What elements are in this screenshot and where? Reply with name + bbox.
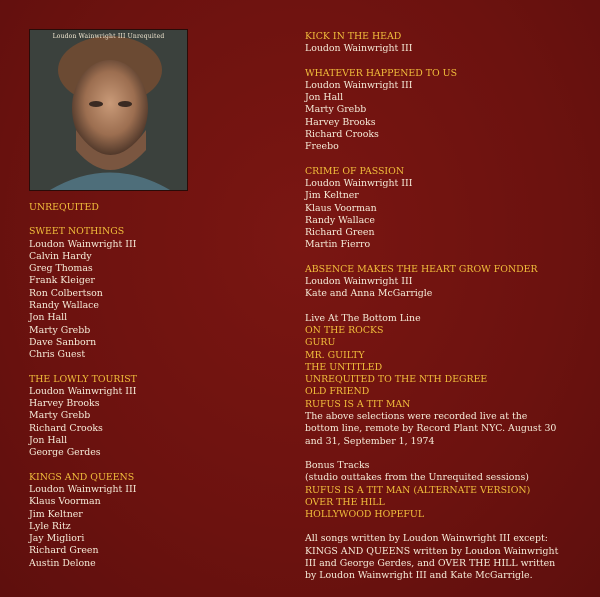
credit-line: Randy Wallace	[305, 214, 375, 226]
credits-note-line: All songs written by Loudon Wainwright III except:	[305, 533, 548, 545]
song-title: THE LOWLY TOURIST	[29, 373, 137, 385]
portrait-image	[30, 30, 187, 190]
credit-line: Marty Grebb	[29, 324, 91, 336]
credits-note-line: by Loudon Wainwright III and Kate McGarrigle.	[305, 570, 533, 582]
credit-line: Randy Wallace	[29, 300, 99, 312]
live-note-line: The above selections were recorded live at the	[305, 411, 528, 423]
song-block	[305, 264, 558, 301]
credit-line: Loudon Wainwright III	[305, 79, 413, 91]
credit-line: Austin Delone	[29, 557, 96, 569]
live-track: MR. GUILTY	[305, 349, 365, 361]
bonus-track: HOLLYWOOD HOPEFUL	[305, 509, 425, 521]
bonus-heading: Bonus Tracks	[305, 459, 370, 471]
credit-line: Lyle Ritz	[29, 520, 71, 532]
credit-line: Martin Fierro	[305, 239, 371, 251]
credit-line: Jon Hall	[29, 435, 68, 447]
right-column	[305, 31, 558, 583]
bonus-subheading: (studio outtakes from the Unrequited sessions)	[305, 472, 529, 484]
cover-caption: Loudon Wainwright III Unrequited	[52, 33, 165, 40]
album-title: UNREQUITED	[29, 202, 99, 213]
bonus-section	[305, 460, 558, 521]
credit-line: Marty Grebb	[29, 410, 91, 422]
live-note-line: bottom line, remote by Record Plant NYC. August 30	[305, 423, 557, 435]
credit-line: Harvey Brooks	[29, 398, 100, 410]
song-block	[29, 374, 137, 460]
credit-line: Loudon Wainwright III	[29, 483, 137, 495]
live-track: ON THE ROCKS	[305, 324, 384, 336]
song-title: SWEET NOTHINGS	[29, 226, 125, 238]
credit-line: Chris Guest	[29, 349, 86, 361]
credit-line: Frank Kleiger	[29, 275, 95, 287]
credit-line: Loudon Wainwright III	[305, 43, 413, 55]
credit-line: Richard Green	[29, 545, 99, 557]
bonus-track: RUFUS IS A TIT MAN (ALTERNATE VERSION)	[305, 484, 531, 496]
live-heading: Live At The Bottom Line	[305, 312, 421, 324]
credit-line: Greg Thomas	[29, 263, 93, 275]
credits-note-line: III and George Gerdes, and OVER THE HILL written	[305, 557, 556, 569]
song-title: WHATEVER HAPPENED TO US	[305, 67, 458, 79]
credit-line: Richard Crooks	[305, 129, 379, 141]
credit-line: Ron Colbertson	[29, 287, 103, 299]
credit-line: Freebo	[305, 141, 339, 153]
credit-line: George Gerdes	[29, 447, 101, 459]
credit-line: Harvey Brooks	[305, 116, 376, 128]
song-block	[29, 472, 137, 570]
live-track: GURU	[305, 337, 336, 349]
live-track: OLD FRIEND	[305, 386, 370, 398]
song-title: KINGS AND QUEENS	[29, 471, 135, 483]
live-track: RUFUS IS A TIT MAN	[305, 398, 411, 410]
credit-line: Jim Keltner	[305, 190, 359, 202]
credit-line: Loudon Wainwright III	[305, 177, 413, 189]
credit-line: Klaus Voorman	[305, 202, 377, 214]
credit-line: Loudon Wainwright III	[29, 385, 137, 397]
left-column	[29, 202, 137, 570]
live-track: THE UNTITLED	[305, 361, 383, 373]
credit-line: Calvin Hardy	[29, 250, 92, 262]
bonus-track: OVER THE HILL	[305, 496, 385, 508]
credit-line: Jim Keltner	[29, 508, 83, 520]
song-block	[305, 166, 558, 252]
credit-line: Klaus Voorman	[29, 496, 101, 508]
credits-note-line: KINGS AND QUEENS written by Loudon Wainwright	[305, 545, 559, 557]
live-section	[305, 313, 558, 448]
credit-line: Richard Crooks	[29, 422, 103, 434]
song-block	[305, 31, 558, 56]
credit-line: Jay Migliori	[29, 533, 85, 545]
live-note-line: and 31, September 1, 1974	[305, 435, 435, 447]
album-cover-photo	[29, 29, 188, 191]
credit-line: Richard Green	[305, 227, 375, 239]
song-title: ABSENCE MAKES THE HEART GROW FONDER	[305, 263, 538, 275]
song-title: KICK IN THE HEAD	[305, 31, 402, 42]
credit-line: Jon Hall	[305, 92, 344, 104]
credit-line: Jon Hall	[29, 312, 68, 324]
credit-line: Kate and Anna McGarrigle	[305, 288, 433, 300]
live-track: UNREQUITED TO THE NTH DEGREE	[305, 374, 488, 386]
songwriting-credits	[305, 533, 558, 582]
credit-line: Loudon Wainwright III	[29, 238, 137, 250]
credit-line: Marty Grebb	[305, 104, 367, 116]
credit-line: Loudon Wainwright III	[305, 276, 413, 288]
song-title: CRIME OF PASSION	[305, 165, 405, 177]
song-block	[29, 226, 137, 361]
song-block	[305, 68, 558, 154]
credit-line: Dave Sanborn	[29, 336, 97, 348]
